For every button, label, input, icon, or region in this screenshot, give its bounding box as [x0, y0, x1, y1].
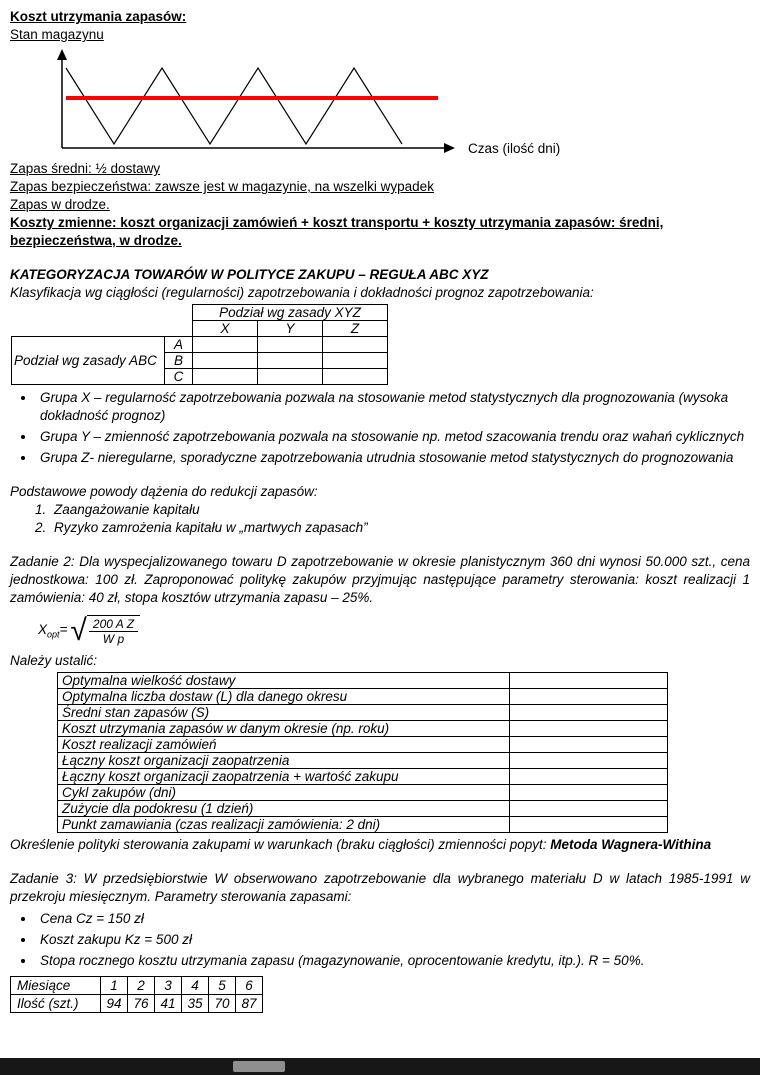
task2-paragraph: Zadanie 2: Dla wyspecjalizowanego towaru D zapotrzebowanie w okresie planistycznym 360 dni wynosi 50.000 szt., cena jednostkowa: 100 zł. Zaproponować politykę zakupów przyjmując następujące parametry sterowania: koszt realizacji 1 zamówienia: 40 zł, stopa kosztów utrzymania zapasu – 25%. [10, 554, 750, 605]
abc-xyz-intro: Klasyfikacja wg ciągłości (regularności) zapotrzebowania i dokładności prognoz zapotrzebowania: [10, 285, 594, 300]
empty-cell [12, 305, 193, 321]
abc-row-c: C [165, 369, 193, 385]
quantity-cell: 76 [128, 995, 155, 1013]
method-name: Metoda Wagnera-Withina [550, 837, 712, 852]
row-label: Koszt utrzymania zapasów w danym okresie (np. roku) [58, 721, 510, 737]
table-row [12, 337, 388, 353]
eoq-formula [38, 615, 750, 646]
variable-costs-note: Koszty zmienne: koszt organizacji zamówień + koszt transportu + koszty utrzymania zapasów: średni, bezpieczeństwa, w drodze. [10, 215, 664, 248]
abc-row-a: A [165, 337, 193, 353]
task3-params [36, 910, 750, 970]
month-cell: 6 [236, 977, 263, 995]
sawtooth-stock-line [66, 68, 402, 144]
note-transit-stock: Zapas w drodze. [10, 197, 110, 212]
matrix-cell [193, 369, 258, 385]
row-value [510, 785, 668, 801]
matrix-cell [323, 337, 388, 353]
matrix-cell [323, 353, 388, 369]
row-label: Łączny koszt organizacji zaopatrzenia [58, 753, 510, 769]
reduction-item: 2. Ryzyko zamrożenia kapitału w „martwych zapasach” [50, 519, 750, 537]
row-value [510, 673, 668, 689]
table-row [58, 721, 668, 737]
matrix-cell [193, 353, 258, 369]
month-cell: 2 [128, 977, 155, 995]
reduction-intro: Podstawowe powody dążenia do redukcji zapasów: [10, 484, 318, 499]
scrollbar-thumb[interactable] [233, 1061, 285, 1072]
determine-label: Należy ustalić: [10, 653, 98, 668]
matrix-cell [258, 369, 323, 385]
quantity-cell: 94 [101, 995, 128, 1013]
row-value [510, 721, 668, 737]
empty-cell [12, 321, 165, 337]
quantity-cell: 70 [209, 995, 236, 1013]
month-cell: 1 [101, 977, 128, 995]
formula-subscript: opt [47, 629, 60, 640]
table-row [58, 753, 668, 769]
row-label: Optymalna liczba dostaw (L) dla danego okresu [58, 689, 510, 705]
empty-cell [165, 321, 193, 337]
table-row [12, 305, 388, 321]
bottom-bar [0, 1058, 760, 1075]
table-row [58, 673, 668, 689]
group-z-bullet: • Grupa Z- nieregularne, sporadyczne zapotrzebowania utrudnia stosowanie metod statystycznych do prognozowania [36, 449, 750, 467]
x-axis-arrow-icon [444, 143, 455, 153]
month-cell: 3 [155, 977, 182, 995]
matrix-cell [258, 353, 323, 369]
row-value [510, 801, 668, 817]
reduction-list [50, 501, 750, 537]
table-row [58, 801, 668, 817]
equals-sign: = [59, 621, 68, 637]
note-average-stock: Zapas średni: ½ dostawy [10, 161, 161, 176]
row-label: Łączny koszt organizacji zaopatrzenia + wartość zakupu [58, 769, 510, 785]
xyz-col-y: Y [258, 321, 323, 337]
month-cell: 4 [182, 977, 209, 995]
month-cell: 5 [209, 977, 236, 995]
table-row [58, 737, 668, 753]
formula-fraction [87, 615, 140, 646]
quantity-cell: 41 [155, 995, 182, 1013]
param-purchase-cost: • Koszt zakupu Kz = 500 zł [36, 931, 750, 949]
note-text: Określenie polityki sterowania zakupami w warunkach (braku ciągłości) zmienności popyt: [10, 837, 551, 852]
table-row [58, 705, 668, 721]
radical-sign-icon: √ [70, 613, 87, 647]
fraction-numerator: 200 A Z [89, 617, 138, 632]
row-value [510, 753, 668, 769]
row-value [510, 689, 668, 705]
table-row [12, 321, 388, 337]
formula-lhs [38, 622, 67, 640]
inventory-diagram [50, 48, 460, 156]
row-label: Optymalna wielkość dostawy [58, 673, 510, 689]
row-value [510, 769, 668, 785]
abc-xyz-heading: KATEGORYZACJA TOWARÓW W POLITYCE ZAKUPU – REGUŁA ABC XYZ [10, 267, 489, 282]
matrix-cell [258, 337, 323, 353]
row-value [510, 737, 668, 753]
row-value [510, 817, 668, 833]
xyz-col-z: Z [323, 321, 388, 337]
inventory-chart [50, 48, 650, 158]
wagner-whitin-note [10, 836, 750, 854]
time-axis-label: Czas (ilość dni) [468, 141, 561, 156]
row-label: Cykl zakupów (dni) [58, 785, 510, 801]
row-label: Zużycie dla podokresu (1 dzień) [58, 801, 510, 817]
note-safety-stock: Zapas bezpieczeństwa: zawsze jest w magazynie, na wszelki wypadek [10, 179, 434, 194]
table-row [58, 689, 668, 705]
doc-subtitle: Stan magazynu [10, 27, 104, 42]
row-label: Ilość (szt.) [11, 995, 101, 1013]
abc-xyz-table [11, 304, 388, 385]
formula-variable: X [38, 621, 48, 637]
matrix-cell [323, 369, 388, 385]
param-holding-rate: • Stopa rocznego kosztu utrzymania zapasu (magazynowanie, oprocentowanie kredytu, itp.). R = 50%. [36, 952, 750, 970]
doc-title: Koszt utrzymania zapasów: [10, 9, 187, 24]
table-row [58, 769, 668, 785]
determine-table [57, 672, 668, 833]
quantity-cell: 87 [236, 995, 263, 1013]
y-axis-arrow-icon [57, 49, 67, 60]
demand-table [10, 976, 263, 1013]
fraction-denominator: W p [102, 632, 125, 646]
table-row [58, 785, 668, 801]
group-y-bullet: • Grupa Y – zmienność zapotrzebowania pozwala na stosowanie np. metod szacowania trendu oraz wahań cyklicznych [36, 428, 750, 446]
group-x-bullet: • Grupa X – regularność zapotrzebowania pozwala na stosowanie metod statystycznych dla prognozowania (wysoka dokładność prognoz) [36, 389, 750, 425]
matrix-cell [193, 337, 258, 353]
row-label: Koszt realizacji zamówień [58, 737, 510, 753]
table-row [58, 817, 668, 833]
row-label: Miesiące [11, 977, 101, 995]
group-bullets [36, 389, 750, 467]
xyz-col-x: X [193, 321, 258, 337]
months-row [11, 977, 263, 995]
row-label: Średni stan zapasów (S) [58, 705, 510, 721]
row-value [510, 705, 668, 721]
abc-header-cell: Podział wg zasady ABC [12, 337, 165, 385]
task3-paragraph: Zadanie 3: W przedsiębiorstwie W obserwowano zapotrzebowanie dla wybranego materiału D w latach 1985-1991 w przekroju miesięcznym. Parametry sterowania zapasami: [10, 871, 750, 904]
quantities-row [11, 995, 263, 1013]
row-label: Punkt zamawiania (czas realizacji zamówienia: 2 dni) [58, 817, 510, 833]
reduction-item: 1. Zaangażowanie kapitału [50, 501, 750, 519]
xyz-header-cell: Podział wg zasady XYZ [193, 305, 388, 321]
abc-row-b: B [165, 353, 193, 369]
quantity-cell: 35 [182, 995, 209, 1013]
param-price: • Cena Cz = 150 zł [36, 910, 750, 928]
